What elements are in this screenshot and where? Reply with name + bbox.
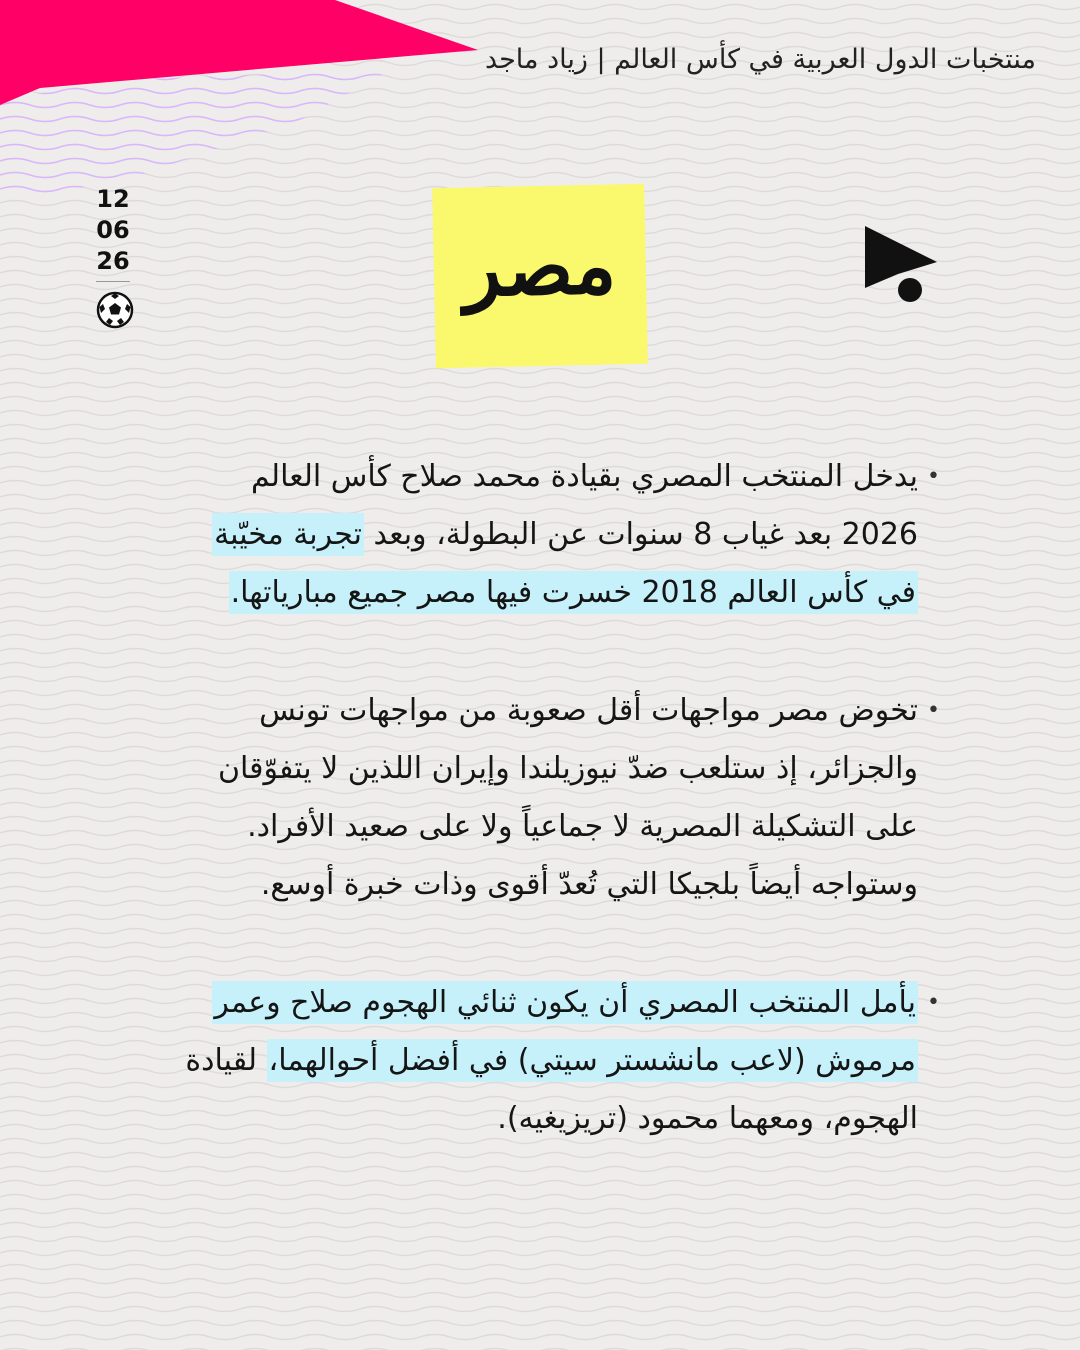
date-day: 12 — [96, 185, 130, 213]
bullet-item-3 — [178, 974, 940, 1148]
bullet-list — [178, 448, 940, 1208]
soccer-ball-icon — [96, 291, 134, 329]
date-year: 26 — [96, 247, 130, 275]
bullet-text: يدخل المنتخب المصري بقيادة محمد صلاح كأس العالم 2026 بعد غياب 8 سنوات عن البطولة، وبعد — [250, 459, 918, 552]
date-block — [96, 184, 130, 329]
highlighted-text: يأمل المنتخب المصري أن يكون ثنائي الهجوم صلاح وعمر مرموش (لاعب مانشستر سيتي) في أفضل أحوالهما، — [212, 981, 918, 1082]
highlighted-text: تجربة مخيّبة في كأس العالم 2018 خسرت فيها مصر جميع مبارياتها. — [212, 513, 918, 614]
date-divider — [96, 281, 130, 282]
bullet-item-1 — [178, 448, 940, 622]
speech-flag-logo — [862, 226, 942, 306]
country-title: مصر — [462, 220, 617, 315]
date-month: 06 — [96, 216, 130, 244]
bullet-item-2 — [178, 682, 940, 914]
bullet-text-after: لقيادة الهجوم، ومعهما محمود (تريزيغيه). — [185, 1043, 918, 1136]
bullet-marker: • — [927, 464, 940, 489]
bullet-marker: • — [927, 698, 940, 723]
bullet-marker: • — [927, 990, 940, 1015]
header-title: منتخبات الدول العربية في كأس العالم | زياد ماجد — [484, 44, 1036, 75]
bullet-text: تخوض مصر مواجهات أقل صعوبة من مواجهات تونس والجزائر، إذ ستلعب ضدّ نيوزيلندا وإيران اللذين لا يتفوّقان على التشكيلة المصرية لا جماعياً ولا على صعيد الأفراد. وستواجه أيضاً بلجيكا التي تُعدّ أقوى وذات خبرة أوسع. — [218, 693, 918, 902]
country-title-box — [432, 184, 648, 368]
